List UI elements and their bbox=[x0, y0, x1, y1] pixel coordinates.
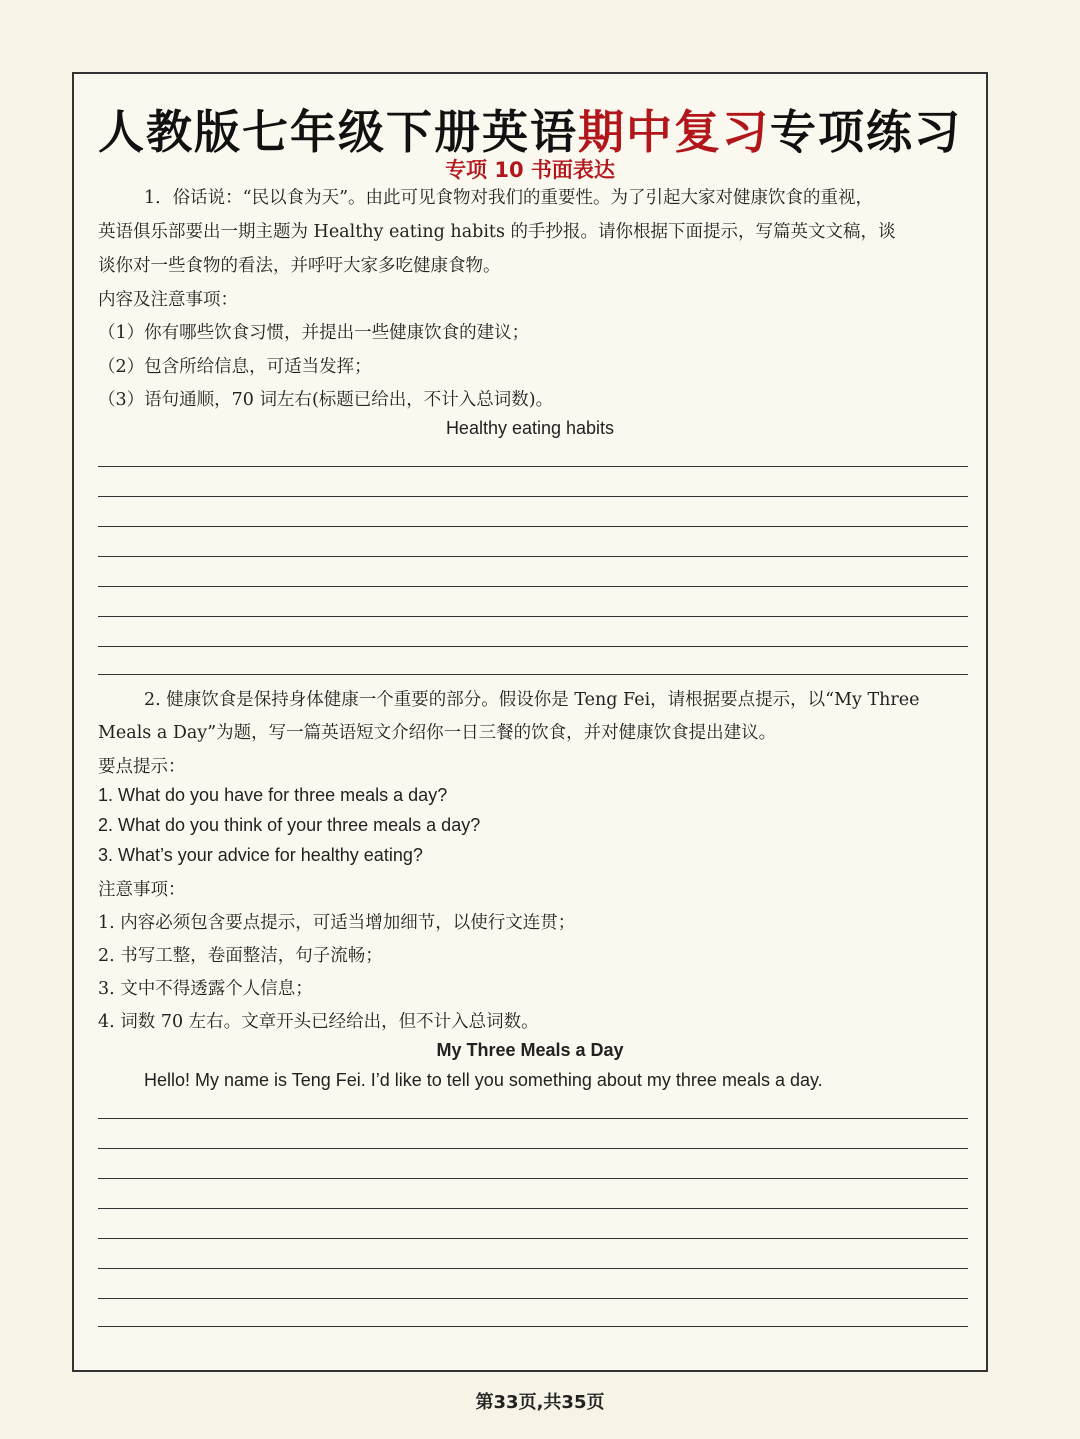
q1-note-2: （2）包含所给信息，可适当发挥； bbox=[98, 357, 372, 377]
q2-writing-line[interactable] bbox=[98, 1178, 968, 1179]
q2-note-2: 2. 书写工整，卷面整洁，句子流畅； bbox=[98, 946, 383, 966]
page-title bbox=[74, 96, 986, 162]
q1-line-1: 1．俗话说：“民以食为天”。由此可见食物对我们的重要性。为了引起大家对健康饮食的重视， bbox=[144, 188, 874, 208]
q2-notes-label: 注意事项： bbox=[98, 880, 186, 900]
q1-writing-line[interactable] bbox=[98, 466, 968, 467]
section-subtitle: 专项 10 书面表达 bbox=[445, 158, 615, 182]
q1-writing-line[interactable] bbox=[98, 556, 968, 557]
q2-points-label: 要点提示： bbox=[98, 757, 186, 777]
title-part2-highlight: 期中复习 bbox=[578, 105, 770, 159]
q2-note-3: 3. 文中不得透露个人信息； bbox=[98, 979, 313, 999]
worksheet-frame bbox=[72, 72, 988, 1372]
q2-writing-line[interactable] bbox=[98, 1238, 968, 1239]
q2-writing-line[interactable] bbox=[98, 1326, 968, 1327]
title-part1: 人教版七年级下册英语 bbox=[98, 105, 578, 159]
q1-writing-line[interactable] bbox=[98, 526, 968, 527]
q2-note-4: 4. 词数 70 左右。文章开头已经给出，但不计入总词数。 bbox=[98, 1012, 539, 1032]
q2-line-2: Meals a Day”为题，写一篇英语短文介绍你一日三餐的饮食，并对健康饮食提出建议。 bbox=[98, 723, 777, 743]
q1-line-3: 谈你对一些食物的看法，并呼吁大家多吃健康食物。 bbox=[98, 256, 501, 276]
q1-writing-line[interactable] bbox=[98, 586, 968, 587]
q1-line-2: 英语俱乐部要出一期主题为 Healthy eating habits 的手抄报。请你根据下面提示，写篇英文文稿，谈 bbox=[98, 222, 896, 242]
q2-writing-line[interactable] bbox=[98, 1208, 968, 1209]
q2-line-1: 2. 健康饮食是保持身体健康一个重要的部分。假设你是 Teng Fei，请根据要点提示，以“My Three bbox=[144, 690, 920, 710]
q2-point-3: 3. What’s your advice for healthy eating? bbox=[98, 845, 423, 865]
q2-note-1: 1. 内容必须包含要点提示，可适当增加细节，以使行文连贯； bbox=[98, 913, 576, 933]
q2-point-2: 2. What do you think of your three meals a day? bbox=[98, 815, 481, 835]
q2-writing-line[interactable] bbox=[98, 1298, 968, 1299]
q1-essay-heading: Healthy eating habits bbox=[445, 418, 615, 438]
q2-essay-opening: Hello! My name is Teng Fei. I’d like to tell you something about my three meals a day. bbox=[144, 1070, 823, 1090]
q1-writing-line[interactable] bbox=[98, 646, 968, 647]
q1-writing-line[interactable] bbox=[98, 674, 968, 675]
q2-point-1: 1. What do you have for three meals a day? bbox=[98, 785, 448, 805]
q2-writing-line[interactable] bbox=[98, 1268, 968, 1269]
title-part3: 专项练习 bbox=[770, 105, 962, 159]
q1-writing-line[interactable] bbox=[98, 616, 968, 617]
page-number: 第33页,共35页 bbox=[475, 1392, 605, 1413]
q1-note-1: （1）你有哪些饮食习惯，并提出一些健康饮食的建议； bbox=[98, 323, 530, 343]
q2-writing-line[interactable] bbox=[98, 1118, 968, 1119]
q1-writing-line[interactable] bbox=[98, 496, 968, 497]
q1-notes-label: 内容及注意事项： bbox=[98, 290, 238, 310]
q2-writing-line[interactable] bbox=[98, 1148, 968, 1149]
q1-note-3: （3）语句通顺，70 词左右(标题已给出，不计入总词数)。 bbox=[98, 390, 554, 410]
q2-essay-heading: My Three Meals a Day bbox=[436, 1040, 624, 1060]
